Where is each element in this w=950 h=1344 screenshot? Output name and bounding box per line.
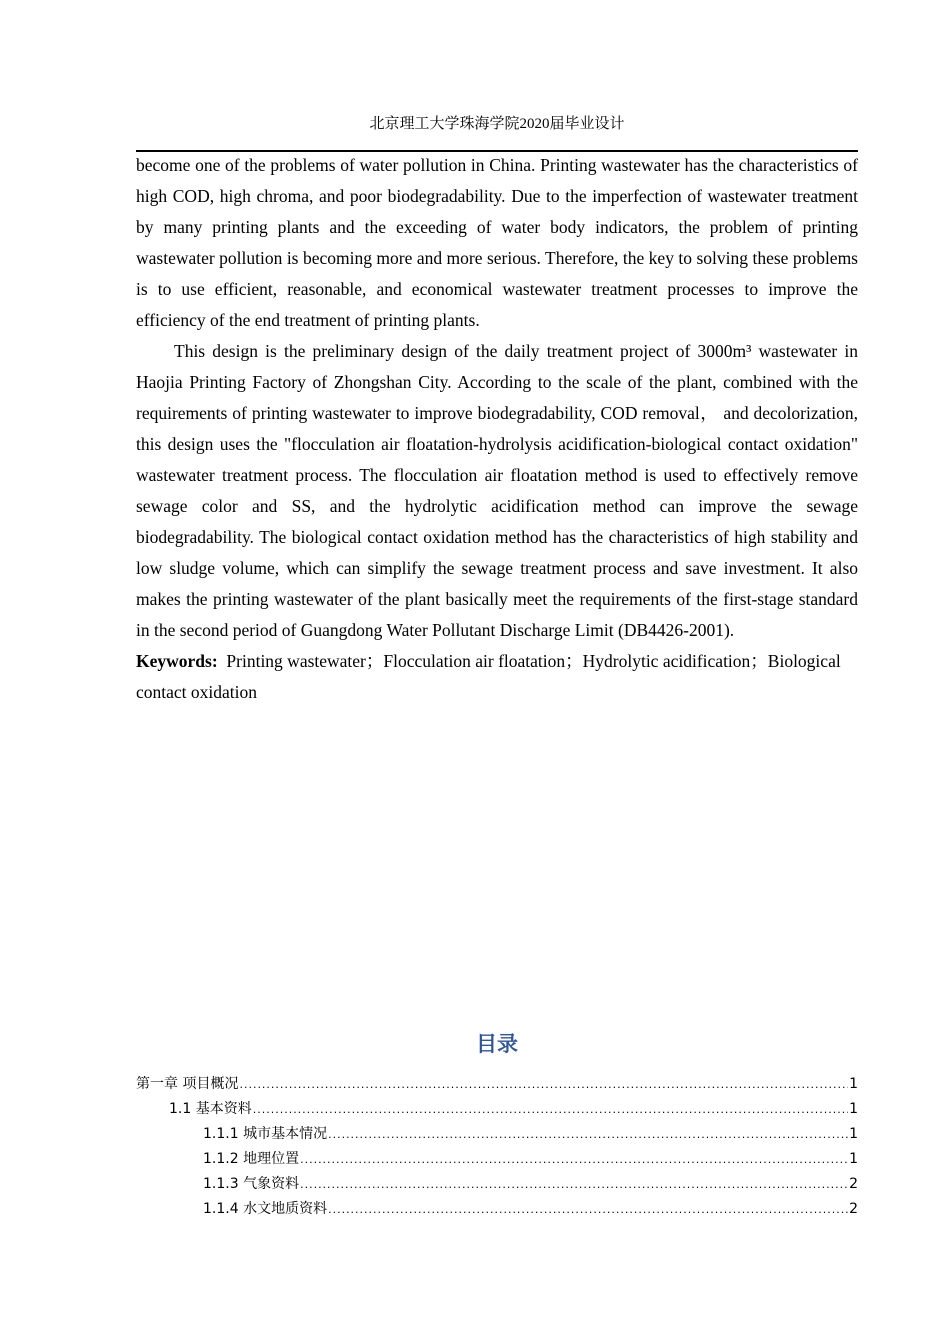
toc-entry-label: 1.1.1 城市基本情况 [203,1126,328,1142]
table-of-contents [136,1072,858,1222]
toc-entry-label: 第一章 项目概况 [136,1076,239,1092]
keywords-line [136,646,858,708]
toc-entry-1-1-2[interactable] [136,1147,858,1172]
toc-entry-1-1[interactable] [136,1097,858,1122]
toc-entry-1-1-1[interactable] [136,1122,858,1147]
toc-entry-page: 1 [849,1076,858,1092]
keywords-text: Printing wastewater；Flocculation air floatation；Hydrolytic acidification；Biological contact oxidation [136,651,841,702]
toc-entry-label: 1.1.4 水文地质资料 [203,1201,328,1217]
abstract-paragraph-1: become one of the problems of water pollution in China. Printing wastewater has the characteristics of high COD, high chroma, and poor biodegradability. Due to the imperfection of wastewater treatment by many printing plants and the exceeding of water body indicators, the problem of printing wastewater pollution is becoming more and more serious. Therefore, the key to solving these problems is to use efficient, reasonable, and economical wastewater treatment processes to improve the efficiency of the end treatment of printing plants. [136,155,858,330]
abstract-body [136,150,858,708]
toc-leader-dots [253,1097,848,1122]
toc-entry-1-1-3[interactable] [136,1172,858,1197]
toc-entry-page: 2 [849,1176,858,1192]
toc-leader-dots [328,1197,848,1222]
toc-title: 目录 [476,1032,518,1056]
toc-leader-dots [300,1147,848,1172]
toc-entry-chapter-1[interactable] [136,1072,858,1097]
page-header: 北京理工大学珠海学院2020届毕业设计 [369,116,625,132]
toc-entry-label: 1.1.3 气象资料 [203,1176,300,1192]
abstract-paragraph-2: This design is the preliminary design of the daily treatment project of 3000m³ wastewater in Haojia Printing Factory of Zhongshan City. According to the scale of the plant, combined with the requirements of printing wastewater to improve biodegradability, COD removal， and decolorization, this design uses the "flocculation air floatation-hydrolysis acidification-biological contact oxidation" wastewater treatment process. The flocculation air floatation method is used to effectively remove sewage color and SS, and the hydrolytic acidification method can improve the sewage biodegradability. The biological contact oxidation method has the characteristics of high stability and low sludge volume, which can simplify the sewage treatment process and save investment. It also makes the printing wastewater of the plant basically meet the requirements of the first-stage standard in the second period of Guangdong Water Pollutant Discharge Limit (DB4426-2001). [136,341,858,640]
toc-leader-dots [239,1072,848,1097]
toc-entry-label: 1.1 基本资料 [169,1101,252,1117]
toc-leader-dots [300,1172,848,1197]
toc-entry-page: 1 [849,1151,858,1167]
toc-entry-page: 2 [849,1201,858,1217]
toc-entry-1-1-4[interactable] [136,1197,858,1222]
toc-entry-page: 1 [849,1101,858,1117]
keywords-label: Keywords: [136,651,218,671]
toc-leader-dots [328,1122,848,1147]
toc-entry-page: 1 [849,1126,858,1142]
toc-entry-label: 1.1.2 地理位置 [203,1151,300,1167]
